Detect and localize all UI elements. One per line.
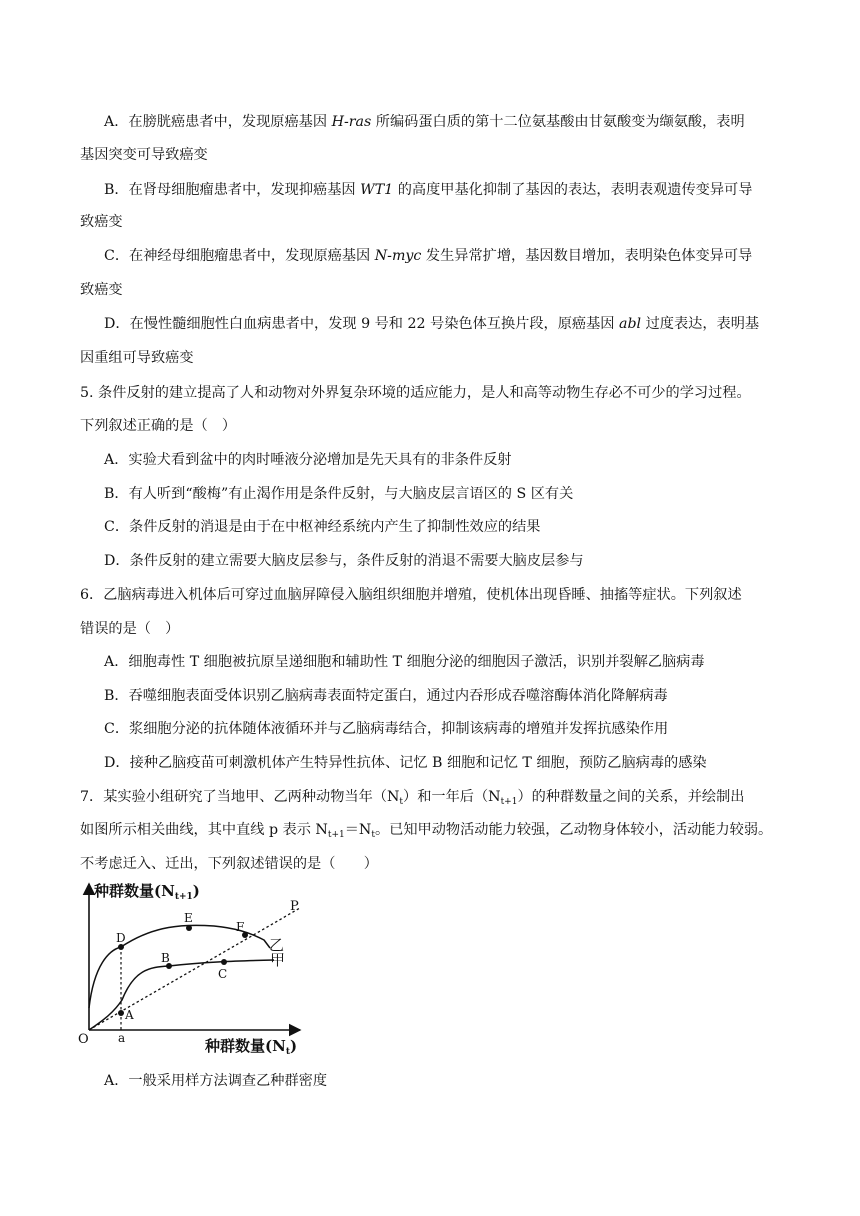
tick-a-label: a bbox=[118, 1031, 126, 1045]
point-a-label: A bbox=[125, 1008, 134, 1022]
q5-option-b: B．有人听到“酸梅”有止渴作用是条件反射，与大脑皮层言语区的 S 区有关 bbox=[104, 486, 574, 502]
curve-yi-label: 乙 bbox=[269, 936, 285, 954]
q4-option-c-line2: 致癌变 bbox=[80, 282, 123, 298]
q6-stem-line2: 错误的是（ ） bbox=[80, 621, 180, 637]
point-b-label: B bbox=[161, 951, 170, 965]
q7-option-a: A．一般采用样方法调查乙种群密度 bbox=[104, 1073, 328, 1089]
q6-option-b: B．吞噬细胞表面受体识别乙脑病毒表面特定蛋白，通过内吞形成吞噬溶酶体消化降解病毒 bbox=[104, 688, 668, 704]
population-curve-figure bbox=[74, 880, 324, 1055]
q5-stem-line1: 5. 条件反射的建立提高了人和动物对外界复杂环境的适应能力，是人和高等动物生存必不可少的学习过程。 bbox=[80, 385, 751, 401]
q4-option-a-line2: 基因突变可导致癌变 bbox=[80, 147, 208, 163]
q6-option-d: D．接种乙脑疫苗可刺激机体产生特异性抗体、记忆 B 细胞和记忆 T 细胞，预防乙脑病毒的感染 bbox=[104, 755, 707, 771]
q4-option-a-line1: A．在膀胱癌患者中，发现原癌基因 H-ras 所编码蛋白质的第十二位氨基酸由甘氨酸变为缬氨酸，表明 bbox=[104, 114, 745, 130]
x-axis-label: 种群数量$(N_t)$ bbox=[205, 1037, 298, 1055]
q6-stem-line1: 6．乙脑病毒进入机体后可穿过血脑屏障侵入脑组织细胞并增殖，使机体出现昏睡、抽搐等症状。下列叙述 bbox=[80, 587, 742, 603]
q5-option-a: A．实验犬看到盆中的肉时唾液分泌增加是先天具有的非条件反射 bbox=[104, 452, 512, 468]
q6-option-c: C．浆细胞分泌的抗体随体液循环并与乙脑病毒结合，抑制该病毒的增殖并发挥抗感染作用 bbox=[104, 721, 669, 737]
q6-option-a: A．细胞毒性 T 细胞被抗原呈递细胞和辅助性 T 细胞分泌的细胞因子激活，识别并裂解乙脑病毒 bbox=[104, 654, 705, 670]
q5-option-c: C．条件反射的消退是由于在中枢神经系统内产生了抑制性效应的结果 bbox=[104, 519, 541, 535]
q4-option-d-line2: 因重组可导致癌变 bbox=[80, 350, 194, 366]
q7-stem-line1: 7．某实验小组研究了当地甲、乙两种动物当年$(N_t)$和一年后$(N_{t+1})$的种群数量之间的关系，并绘制出 bbox=[80, 789, 745, 807]
point-e bbox=[186, 925, 192, 931]
q4-option-c-line1: C．在神经母细胞瘤患者中，发现原癌基因 N-myc 发生异常扩增，基因数目增加，表明染色体变异可导 bbox=[104, 248, 753, 264]
point-f-label: F bbox=[236, 920, 245, 934]
q4-option-d-line1: D．在慢性髓细胞性白血病患者中，发现 9 号和 22 号染色体互换片段，原癌基因 abl 过度表达，表明基 bbox=[104, 316, 760, 332]
q5-stem-line2: 下列叙述正确的是（ ） bbox=[80, 418, 237, 434]
q5-option-d: D．条件反射的建立需要大脑皮层参与，条件反射的消退不需要大脑皮层参与 bbox=[104, 553, 584, 569]
line-p-label: P bbox=[290, 899, 299, 914]
q4-option-b-line2: 致癌变 bbox=[80, 214, 123, 230]
point-a bbox=[118, 1010, 124, 1016]
q4-option-b-line1: B．在肾母细胞瘤患者中，发现抑癌基因 WT1 的高度甲基化抑制了基因的表达，表明表观遗传变异可导 bbox=[104, 182, 753, 198]
y-axis-label: 种群数量$(N_{t+1})$ bbox=[94, 882, 200, 902]
point-c-label: C bbox=[218, 967, 228, 981]
point-c bbox=[221, 959, 227, 965]
curve-jia-label: 甲 bbox=[270, 951, 286, 969]
origin-label: O bbox=[78, 1032, 89, 1047]
point-e-label: E bbox=[184, 911, 193, 925]
point-d-label: D bbox=[116, 931, 126, 945]
q7-stem-line3: 不考虑迁入、迁出，下列叙述错误的是（ ） bbox=[80, 856, 378, 872]
q7-stem-line2: 如图所示相关曲线，其中直线 p 表示 $N_{t+1}=N_t$。已知甲动物活动能力较强，乙动物身体较小，活动能力较弱。 bbox=[80, 822, 773, 840]
curve-jia bbox=[89, 960, 274, 1030]
